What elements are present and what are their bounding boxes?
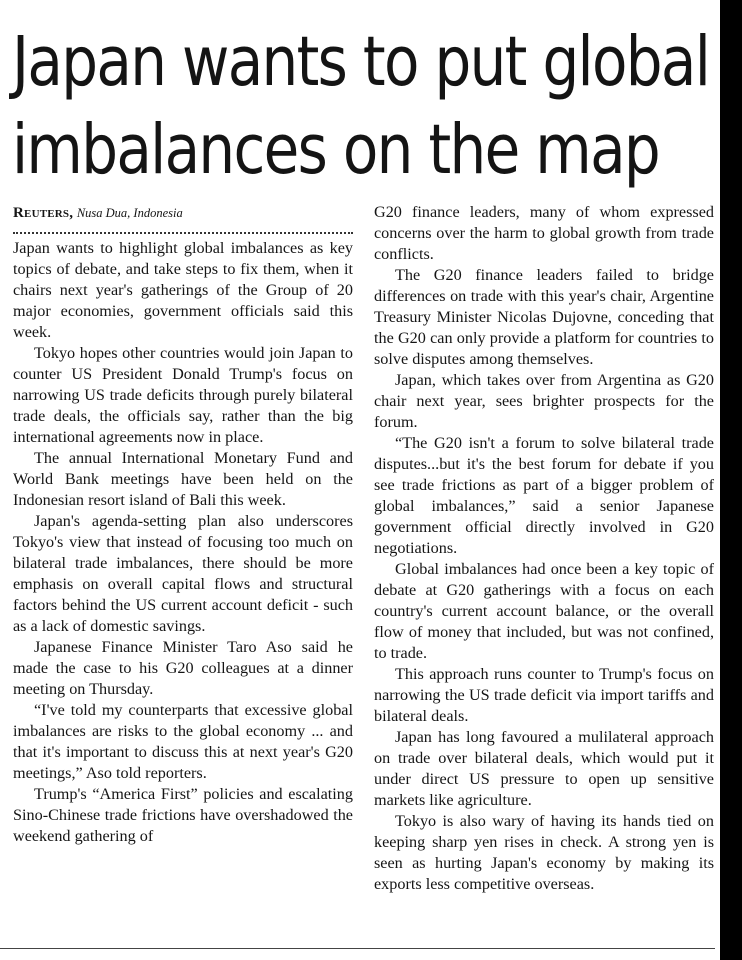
paragraph: This approach runs counter to Trump's focus on narrowing the US trade deficit via import tariffs and bilateral deals.: [374, 665, 714, 725]
paragraph: “I've told my counterparts that excessive global imbalances are risks to the global economy ... and that it's important to discuss this at next year's G20 meetings,” Aso told reporters.: [13, 701, 353, 782]
article-headline: [12, 18, 710, 194]
paragraph: The G20 finance leaders failed to bridge differences on trade with this year's chair, Argentine Treasury Minister Nicolas Dujovne, conceding that the G20 can only provide a platform for countries to solve disputes among themselves.: [374, 266, 714, 368]
paragraph: Japan, which takes over from Argentina as G20 chair next year, sees brighter prospects for the forum.: [374, 371, 714, 431]
page-edge-bar: [720, 0, 742, 960]
bottom-rule: [0, 948, 715, 949]
paragraph: The annual International Monetary Fund and World Bank meetings have been held on the Indonesian resort island of Bali this week.: [13, 449, 353, 509]
headline-line-1: Japan wants to put global: [12, 22, 710, 102]
dotted-divider: [13, 232, 353, 234]
byline: [13, 202, 353, 224]
paragraph: “The G20 isn't a forum to solve bilateral trade disputes...but it's the best forum for debate if you see trade frictions as part of a bigger problem of global imbalances,” said a senior Japanese government official directly involved in G20 negotiations.: [374, 434, 714, 557]
paragraph: Japan's agenda-setting plan also underscores Tokyo's view that instead of focusing too much on bilateral trade imbalances, there should be more emphasis on overall capital flows and structural factors behind the US current account deficit - such as a lack of domestic savings.: [13, 512, 353, 635]
headline-line-2: imbalances on the map: [12, 110, 660, 190]
left-column: [13, 202, 353, 847]
right-column: [374, 202, 714, 895]
byline-agency: Reuters,: [13, 205, 74, 221]
paragraph: G20 finance leaders, many of whom expressed concerns over the harm to global growth from trade conflicts.: [374, 203, 714, 263]
paragraph: Tokyo is also wary of having its hands tied on keeping sharp yen rises in check. A strong yen is seen as hurting Japan's economy by making its exports less competitive overseas.: [374, 812, 714, 893]
byline-place: Nusa Dua, Indonesia: [76, 206, 183, 220]
paragraph: Tokyo hopes other countries would join Japan to counter US President Donald Trump's focus on narrowing US trade deficits through purely bilateral trade deals, the officials say, rather than the big international agreements now in place.: [13, 344, 353, 446]
paragraph: Global imbalances had once been a key topic of debate at G20 gatherings with a focus on each country's current account balance, or the overall flow of money that included, but was not confined, to trade.: [374, 560, 714, 662]
paragraph: Japanese Finance Minister Taro Aso said he made the case to his G20 colleagues at a dinner meeting on Thursday.: [13, 638, 353, 698]
paragraph: Trump's “America First” policies and escalating Sino-Chinese trade frictions have overshadowed the weekend gathering of: [13, 785, 353, 845]
paragraph: Japan wants to highlight global imbalances as key topics of debate, and take steps to fix them, when it chairs next year's gatherings of the Group of 20 major economies, government officials said this week.: [13, 239, 353, 341]
paragraph: Japan has long favoured a mulilateral approach on trade over bilateral deals, which would put it under direct US pressure to open up sensitive markets like agriculture.: [374, 728, 714, 809]
